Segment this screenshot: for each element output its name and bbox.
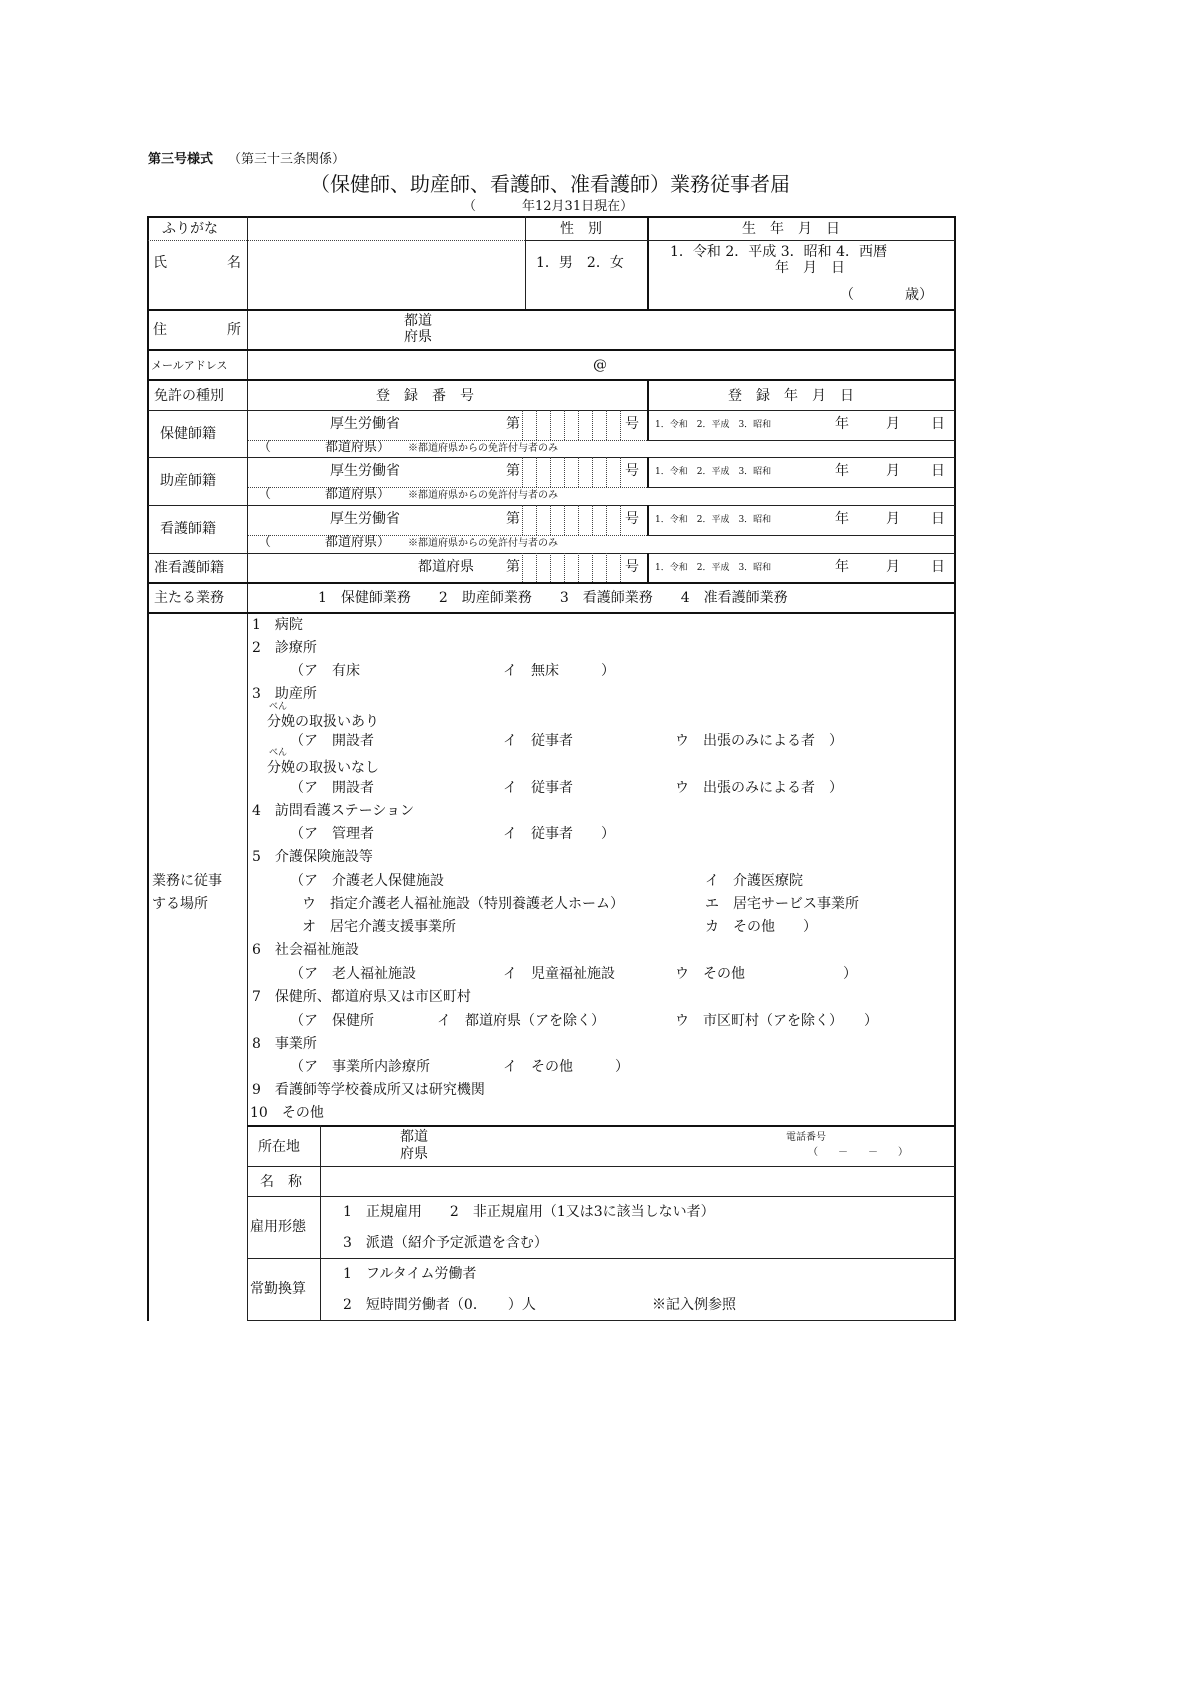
reg-date-eras[interactable]: 1．令和 2．平成 3．昭和 (655, 515, 772, 525)
column-divider (247, 216, 248, 1321)
workplace-option[interactable]: 分娩の取扱いあり (267, 714, 379, 730)
reg-day: 日 (931, 463, 945, 479)
issuer-label: 厚生労働省 (330, 463, 400, 479)
reg-day: 日 (931, 416, 945, 432)
column-divider (647, 379, 649, 410)
issuer-label: 厚生労働省 (330, 416, 400, 432)
go-label: 号 (625, 416, 639, 432)
row-divider (647, 535, 955, 536)
workplace-option[interactable]: （ア 開設者 (290, 780, 374, 796)
reg-year: 年 (835, 559, 849, 575)
workplace-option[interactable]: 8 事業所 (252, 1036, 317, 1052)
form-title: （保健師、助産師、看護師、准看護師）業務従事者届 (310, 172, 790, 196)
workplace-option[interactable]: （ア 開設者 (290, 733, 374, 749)
reg-day: 日 (931, 511, 945, 527)
reg-month: 月 (886, 559, 900, 575)
dai-label: 第 (506, 559, 520, 575)
workplace-label-2: する場所 (152, 896, 208, 912)
furigana-input[interactable] (249, 218, 524, 239)
table-border (147, 216, 149, 1321)
email-input[interactable] (249, 351, 953, 378)
workplace-option[interactable]: ウ 市区町村（アを除く） ） (675, 1013, 878, 1029)
workplace-option[interactable]: イ 無床 ） (503, 663, 615, 679)
go-label: 号 (625, 511, 639, 527)
pref-label: 都道府県） (325, 440, 391, 455)
row-divider (247, 1196, 955, 1197)
reference-date: 年12月31日現在） (522, 199, 634, 214)
dai-label: 第 (506, 416, 520, 432)
issuer-label: 都道府県 (418, 559, 474, 575)
row-divider (525, 240, 955, 241)
workplace-option[interactable]: イ 児童福祉施設 (503, 966, 615, 982)
form-article: （第三十三条関係） (228, 152, 346, 167)
table-border (954, 216, 956, 1321)
phone-input[interactable]: （ － － ） (808, 1147, 908, 1158)
email-at: @ (593, 357, 607, 373)
fte-label: 常勤換算 (250, 1281, 306, 1297)
birth-ymd[interactable]: 年 月 日 (775, 260, 845, 276)
reg-date-eras[interactable]: 1．令和 2．平成 3．昭和 (655, 467, 772, 477)
column-divider (320, 1125, 321, 1321)
reg-year: 年 (835, 416, 849, 432)
row-divider (148, 612, 955, 614)
address-label-2: 所 (227, 322, 241, 338)
form-number: 第三号様式 (148, 152, 214, 167)
pref-paren: （ (258, 487, 272, 502)
column-divider (647, 553, 649, 583)
column-divider (647, 505, 649, 535)
workplace-option[interactable]: 1 病院 (252, 617, 303, 633)
name-input[interactable] (249, 242, 524, 308)
reg-day: 日 (931, 559, 945, 575)
workplace-option[interactable]: イ 都道府県（アを除く） (437, 1013, 605, 1029)
workplace-option[interactable]: ウ その他 ） (675, 966, 857, 982)
sex-label: 性 別 (560, 221, 602, 237)
phone-label: 電話番号 (786, 1132, 826, 1143)
column-divider (525, 216, 526, 310)
row-divider (148, 379, 955, 381)
reg-month: 月 (886, 511, 900, 527)
reg-year: 年 (835, 511, 849, 527)
workplace-option[interactable]: （ア 老人福祉施設 (290, 966, 416, 982)
pref-label: 都道府県） (325, 535, 391, 550)
workplace-option[interactable]: イ 従事者 (503, 780, 573, 796)
license-row-label: 助産師籍 (160, 473, 216, 489)
employment-label: 雇用形態 (250, 1219, 306, 1235)
registration-number-input[interactable] (523, 410, 621, 439)
age-close: 歳） (905, 287, 933, 303)
row-divider (148, 240, 525, 241)
workplace-option[interactable]: イ 介護医療院 (705, 873, 803, 889)
column-divider (647, 216, 649, 310)
main-work-options[interactable]: 1 保健師業務 2 助産師業務 3 看護師業務 4 准看護師業務 (318, 590, 788, 606)
license-row-label: 看護師籍 (160, 521, 216, 537)
address-pref-2: 府県 (404, 329, 432, 345)
location-label: 所在地 (258, 1139, 300, 1155)
workplace-option[interactable]: （ア 保健所 (290, 1013, 374, 1029)
workplace-option[interactable]: 6 社会福祉施設 (252, 942, 359, 958)
row-divider (647, 487, 955, 488)
workplace-option[interactable]: ウ 出張のみによる者 ） (675, 780, 843, 796)
workplace-option[interactable]: イ その他 ） (503, 1059, 629, 1075)
employment-option-3[interactable]: 3 派遣（紹介予定派遣を含む） (343, 1235, 548, 1251)
sex-options[interactable]: 1．男 2．女 (536, 255, 624, 271)
pref-paren: （ (258, 440, 272, 455)
row-divider (148, 582, 955, 584)
reg-date-label: 登 録 年 月 日 (728, 388, 854, 404)
column-divider (647, 457, 649, 487)
workplace-option[interactable]: 9 看護師等学校養成所又は研究機関 (252, 1082, 485, 1098)
workplace-option: べん (269, 702, 288, 712)
reg-month: 月 (886, 463, 900, 479)
row-divider (647, 440, 955, 441)
dai-label: 第 (506, 463, 520, 479)
workplace-option[interactable]: 7 保健所、都道府県又は市区町村 (252, 989, 471, 1005)
reg-year: 年 (835, 463, 849, 479)
workplace-option[interactable]: （ア 管理者 (290, 826, 374, 842)
address-label-1: 住 (153, 322, 167, 338)
column-divider (647, 410, 649, 440)
workplace-option[interactable]: ウ 指定介護老人福祉施設（特別養護老人ホーム） (302, 896, 624, 912)
name-label-2: 名 (227, 255, 241, 271)
address-input[interactable] (249, 311, 953, 348)
workplace-option[interactable]: 4 訪問看護ステーション (252, 803, 415, 819)
workplace-option[interactable]: ウ 出張のみによる者 ） (675, 733, 843, 749)
address-pref-1: 都道 (404, 313, 432, 329)
pref-note: ※都道府県からの免許付与者のみ (408, 443, 558, 454)
workplace-option[interactable]: 5 介護保険施設等 (252, 849, 373, 865)
facility-name-input[interactable] (322, 1168, 953, 1195)
workplace-option[interactable]: イ 従事者 ） (503, 826, 615, 842)
go-label: 号 (625, 559, 639, 575)
fte-option-1[interactable]: 1 フルタイム労働者 (343, 1266, 477, 1282)
workplace-option[interactable]: 10 その他 (250, 1105, 324, 1121)
birth-label: 生 年 月 日 (742, 221, 840, 237)
pref-label: 都道府県） (325, 487, 391, 502)
location-pref-1: 都道 (400, 1129, 428, 1145)
registration-number-input[interactable] (523, 505, 621, 534)
facility-name-label: 名 称 (260, 1174, 302, 1190)
go-label: 号 (625, 463, 639, 479)
workplace-option[interactable]: （ア 事業所内診療所 (290, 1059, 430, 1075)
reg-month: 月 (886, 416, 900, 432)
license-row-label: 保健師籍 (160, 426, 216, 442)
workplace-option: べん (269, 748, 288, 758)
license-type-label: 免許の種別 (154, 388, 224, 404)
workplace-option[interactable]: エ 居宅サービス事業所 (705, 896, 859, 912)
workplace-option[interactable]: イ 従事者 (503, 733, 573, 749)
registration-number-input[interactable] (523, 457, 621, 486)
reg-date-eras[interactable]: 1．令和 2．平成 3．昭和 (655, 563, 772, 573)
row-divider (247, 1320, 955, 1321)
date-open: （ (463, 199, 477, 214)
name-label-1: 氏 (153, 255, 167, 271)
pref-note: ※都道府県からの免許付与者のみ (408, 490, 558, 501)
workplace-option[interactable]: カ その他 ） (705, 919, 817, 935)
registration-number-input[interactable] (523, 553, 621, 582)
employment-option-1-2[interactable]: 1 正規雇用 2 非正規雇用（1又は3に該当しない者） (343, 1204, 715, 1220)
furigana-label: ふりがな (162, 221, 218, 237)
workplace-label-1: 業務に従事 (152, 873, 222, 889)
dai-label: 第 (506, 511, 520, 527)
main-work-label: 主たる業務 (154, 590, 224, 606)
location-pref-2: 府県 (400, 1146, 428, 1162)
pref-paren: （ (258, 535, 272, 550)
birth-eras[interactable]: 1．令和 2．平成 3．昭和 4．西暦 (670, 244, 887, 260)
workplace-option[interactable]: 2 診療所 (252, 640, 317, 656)
row-divider (247, 1125, 955, 1127)
age-open: （ (840, 287, 854, 303)
fte-option-2[interactable]: 2 短時間労働者（0． ）人 (343, 1297, 536, 1313)
workplace-option[interactable]: 分娩の取扱いなし (267, 760, 379, 776)
workplace-option[interactable]: オ 居宅介護支援事業所 (302, 919, 456, 935)
row-divider (247, 1258, 955, 1259)
row-divider (247, 1166, 955, 1167)
license-row-label: 准看護師籍 (154, 560, 224, 576)
email-label: メールアドレス (151, 359, 228, 372)
reg-number-label: 登 録 番 号 (376, 388, 474, 404)
workplace-option[interactable]: 3 助産所 (252, 686, 317, 702)
fte-note: ※記入例参照 (652, 1297, 736, 1313)
reg-date-eras[interactable]: 1．令和 2．平成 3．昭和 (655, 420, 772, 430)
workplace-option[interactable]: （ア 介護老人保健施設 (290, 873, 444, 889)
workplace-option[interactable]: （ア 有床 (290, 663, 360, 679)
pref-note: ※都道府県からの免許付与者のみ (408, 538, 558, 549)
issuer-label: 厚生労働省 (330, 511, 400, 527)
